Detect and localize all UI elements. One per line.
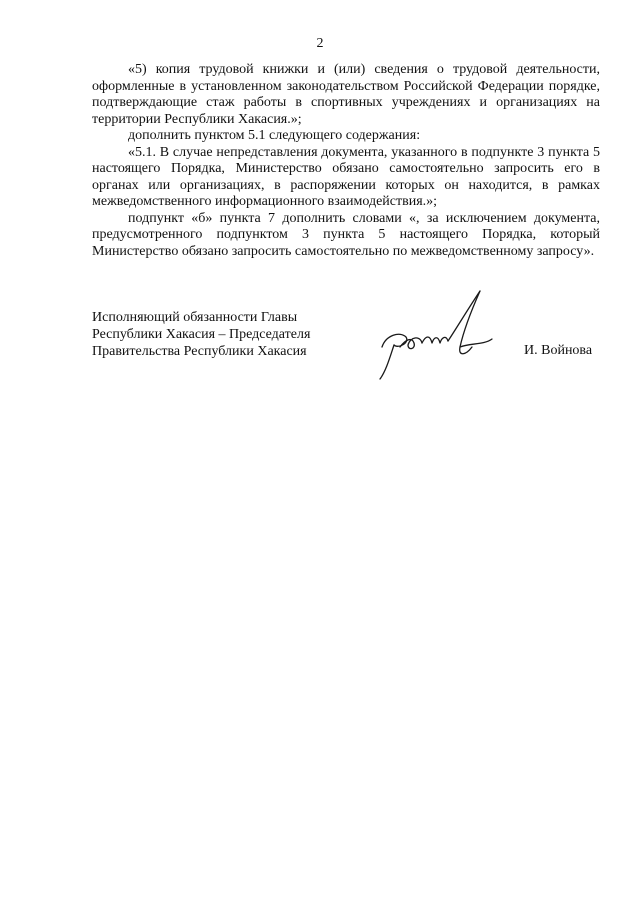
paragraph: подпункт «б» пункта 7 дополнить словами «, за исключением документа, предусмотренного подпунктом 3 пункта 5 настоящего Порядка, который Министерство обязано запросить самостоятельно по межведомственному запросу». (92, 210, 600, 259)
document-body (92, 62, 600, 260)
paragraph: «5) копия трудовой книжки и (или) сведения о трудовой деятельности, оформленные в установленном законодательством Российской Федерации порядке, подтверждающие стаж работы в спортивных учреждениях и организациях на территории Республики Хакасия.»; (92, 62, 600, 127)
signatory-name: И. Войнова (524, 343, 593, 358)
signatory-title (92, 309, 310, 360)
handwritten-signature (376, 287, 506, 382)
signature-block (92, 309, 600, 389)
signatory-title-line: Исполняющий обязанности Главы (92, 310, 298, 325)
signatory-title-line: Правительства Республики Хакасия (92, 344, 307, 359)
signatory-title-line: Республики Хакасия – Председателя (92, 327, 311, 342)
page-number: 2 (316, 36, 324, 51)
paragraph: дополнить пунктом 5.1 следующего содержания: (128, 128, 421, 143)
paragraph: «5.1. В случае непредставления документа, указанного в подпункте 3 пункта 5 настоящего Порядка, Министерство обязано самостоятельно запросить его в органах или организациях, в распоряжении которых он находится, в рамках межведомственного информационного взаимодействия.»; (92, 144, 600, 209)
